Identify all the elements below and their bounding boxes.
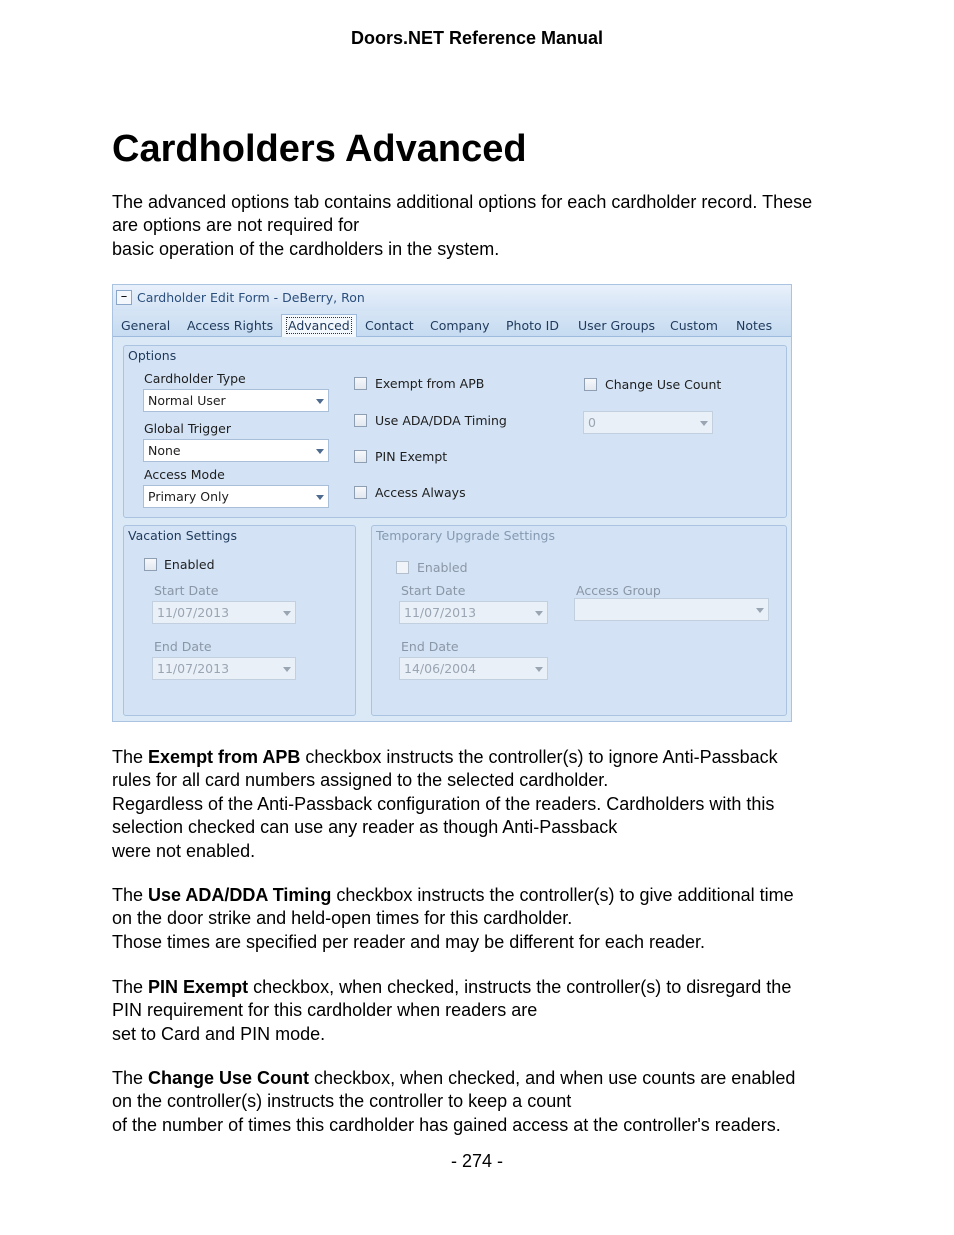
para-text: checkbox instructs the controller(s) to give additional time (331, 885, 794, 905)
form-window-title: Cardholder Edit Form - DeBerry, Ron (137, 290, 365, 305)
term-exempt-apb: Exempt from APB (148, 747, 301, 767)
temporary-start-date-picker[interactable] (399, 601, 548, 624)
exempt-apb-checkbox[interactable] (354, 377, 367, 390)
vacation-enabled-label: Enabled (164, 557, 215, 572)
access-mode-value: Primary Only (148, 489, 229, 504)
global-trigger-label: Global Trigger (144, 421, 231, 436)
exempt-apb-line-5: were not enabled. (112, 840, 256, 861)
term-ada-timing: Use ADA/DDA Timing (148, 885, 332, 905)
vacation-start-date-label: Start Date (154, 583, 219, 598)
intro-line-3: basic operation of the cardholders in the system. (112, 238, 500, 259)
intro-line-1: The advanced options tab contains additional options for each cardholder record. These (112, 192, 813, 212)
intro-paragraph (112, 191, 852, 261)
pin-exempt-line-2: PIN requirement for this cardholder when readers are (112, 1000, 538, 1021)
temporary-end-date-label: End Date (401, 639, 459, 654)
change-use-count-line-3: of the number of times this cardholder has gained access at the controller's readers. (112, 1114, 781, 1135)
cardholder-type-select[interactable] (143, 389, 329, 412)
chevron-down-icon (283, 667, 291, 672)
chevron-down-icon (283, 611, 291, 616)
form-tab-bar (113, 311, 792, 337)
temporary-end-date-picker[interactable] (399, 657, 548, 680)
term-change-use-count: Change Use Count (148, 1068, 310, 1088)
pin-exempt-line-3: set to Card and PIN mode. (112, 1023, 326, 1044)
vacation-enabled-checkbox[interactable] (144, 558, 157, 571)
chevron-down-icon (316, 399, 324, 404)
vacation-end-date-label: End Date (154, 639, 212, 654)
vacation-end-date-picker[interactable] (152, 657, 296, 680)
temporary-enabled-checkbox[interactable] (396, 561, 409, 574)
tab-notes[interactable]: Notes (736, 318, 773, 333)
access-mode-label: Access Mode (144, 467, 225, 482)
access-group-label: Access Group (576, 583, 661, 598)
change-use-count-checkbox[interactable] (584, 378, 597, 391)
ada-timing-label: Use ADA/DDA Timing (375, 413, 507, 428)
para-text: checkbox instructs the controller(s) to ignore Anti-Passback (300, 747, 778, 767)
chevron-down-icon (535, 611, 543, 616)
exempt-apb-line-1 (112, 746, 852, 769)
pin-exempt-label: PIN Exempt (375, 449, 448, 464)
global-trigger-value: None (148, 443, 181, 458)
pin-exempt-line-1 (112, 976, 852, 999)
exempt-apb-label: Exempt from APB (375, 376, 485, 391)
tab-advanced-label: Advanced (288, 318, 350, 333)
chevron-down-icon (316, 495, 324, 500)
temporary-upgrade-title: Temporary Upgrade Settings (376, 528, 555, 543)
collapse-button[interactable]: – (116, 290, 132, 305)
temporary-start-date-value: 11/07/2013 (404, 605, 477, 620)
ada-timing-line-3: Those times are specified per reader and may be different for each reader. (112, 931, 705, 952)
para-text: checkbox, when checked, and when use counts are enabled (309, 1068, 796, 1088)
ada-timing-line-1 (112, 884, 852, 907)
exempt-apb-line-3: Regardless of the Anti-Passback configuration of the readers. Cardholders with this (112, 793, 775, 814)
para-prefix: The (112, 747, 149, 767)
vacation-settings-group (123, 525, 356, 716)
tab-company[interactable]: Company (430, 318, 490, 333)
term-pin-exempt: PIN Exempt (148, 977, 249, 997)
tab-user-groups[interactable]: User Groups (578, 318, 656, 333)
tab-access-rights[interactable]: Access Rights (187, 318, 274, 333)
cardholder-edit-form-screenshot (112, 284, 792, 722)
vacation-end-date-value: 11/07/2013 (157, 661, 230, 676)
options-group (123, 345, 787, 518)
global-trigger-select[interactable] (143, 439, 329, 462)
exempt-apb-paragraph (112, 746, 852, 863)
temporary-end-date-value: 14/06/2004 (404, 661, 477, 676)
ada-timing-line-2: on the door strike and held-open times for this cardholder. (112, 908, 573, 929)
para-text: checkbox, when checked, instructs the controller(s) to disregard the (248, 977, 792, 997)
ada-timing-checkbox[interactable] (354, 414, 367, 427)
change-use-count-line-1 (112, 1067, 852, 1090)
pin-exempt-checkbox[interactable] (354, 450, 367, 463)
change-use-count-line-2: on the controller(s) instructs the controller to keep a count (112, 1091, 572, 1112)
access-always-checkbox[interactable] (354, 486, 367, 499)
chevron-down-icon (316, 449, 324, 454)
para-prefix: The (112, 1068, 149, 1088)
tab-photo-id[interactable]: Photo ID (506, 318, 559, 333)
chevron-down-icon (700, 421, 708, 426)
temporary-enabled-label: Enabled (417, 560, 468, 575)
options-group-title: Options (128, 348, 177, 363)
chevron-down-icon (756, 608, 764, 613)
page-number: - 274 - (450, 1151, 504, 1171)
tab-custom[interactable]: Custom (670, 318, 718, 333)
temporary-start-date-label: Start Date (401, 583, 466, 598)
ada-timing-paragraph (112, 884, 852, 954)
cardholder-type-value: Normal User (148, 393, 226, 408)
use-count-select[interactable] (583, 411, 713, 434)
para-prefix: The (112, 977, 149, 997)
change-use-count-paragraph (112, 1067, 852, 1137)
vacation-start-date-picker[interactable] (152, 601, 296, 624)
running-header: Doors.NET Reference Manual (350, 28, 604, 48)
cardholder-type-label: Cardholder Type (144, 371, 246, 386)
form-title-bar (113, 285, 792, 311)
use-count-value: 0 (588, 415, 596, 430)
exempt-apb-line-4: selection checked can use any reader as though Anti-Passback (112, 817, 618, 838)
access-always-label: Access Always (375, 485, 466, 500)
para-prefix: The (112, 885, 149, 905)
intro-line-2: are options are not required for (112, 215, 360, 236)
access-group-select[interactable] (574, 598, 769, 621)
chevron-down-icon (535, 667, 543, 672)
temporary-upgrade-group (371, 525, 787, 716)
vacation-settings-title: Vacation Settings (128, 528, 237, 543)
pin-exempt-paragraph (112, 976, 852, 1046)
vacation-start-date-value: 11/07/2013 (157, 605, 230, 620)
exempt-apb-line-2: rules for all card numbers assigned to the selected cardholder. (112, 770, 609, 791)
tab-advanced[interactable] (281, 314, 357, 337)
tab-contact[interactable]: Contact (365, 318, 414, 333)
access-mode-select[interactable] (143, 485, 329, 508)
tab-general[interactable]: General (121, 318, 171, 333)
change-use-count-label: Change Use Count (605, 377, 722, 392)
page-title: Cardholders Advanced (112, 128, 527, 170)
